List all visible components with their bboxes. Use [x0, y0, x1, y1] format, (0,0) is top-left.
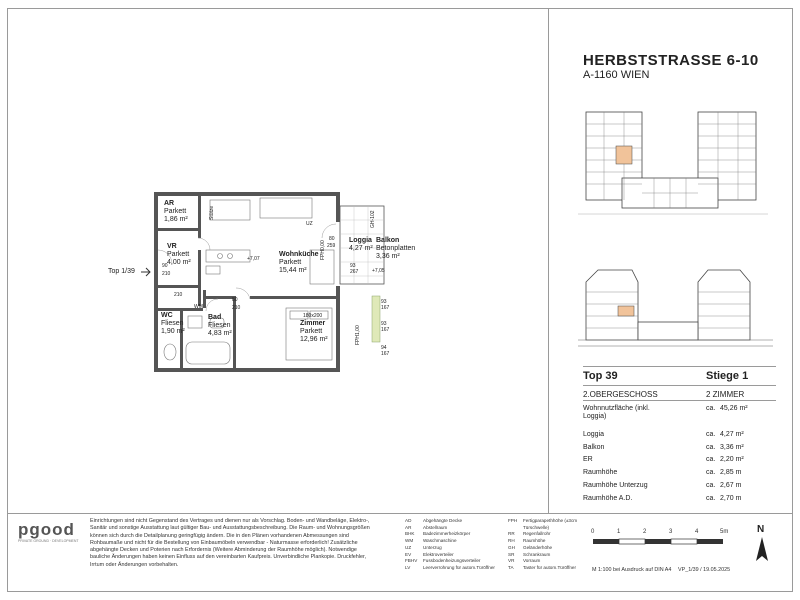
- site-plan: [578, 100, 778, 225]
- abbr-text: Raumhöhe: [523, 538, 546, 544]
- abbr-text: Unterzug: [423, 544, 442, 550]
- abbr-code: TA: [508, 564, 514, 570]
- fph-label-1: FPH0,00: [320, 240, 326, 260]
- stuetze-label: Stütze: [209, 205, 215, 220]
- room-area: 4,00 m²: [167, 259, 191, 266]
- abbr-text: Geländerhöhe: [523, 544, 553, 550]
- abbr-text: Vorraum: [523, 558, 541, 564]
- bed-size: 180x200: [303, 313, 323, 319]
- area-value: 2,85 m: [720, 469, 742, 476]
- dim-label: 167: [381, 351, 390, 357]
- area-prefix: ca.: [706, 469, 716, 476]
- wm-label: WM: [194, 304, 203, 310]
- area-prefix: ca.: [706, 431, 716, 438]
- unit-floor: 2.OBERGESCHOSS: [583, 390, 658, 399]
- top-marker: [108, 268, 135, 276]
- room-area: 1,90 m²: [161, 328, 185, 335]
- section-view: [578, 262, 778, 357]
- room-floor: Parkett: [279, 259, 302, 266]
- project-title: HERBSTSTRASSE 6-10: [583, 52, 759, 69]
- abbr-text: Waschmaschine: [423, 538, 457, 544]
- area-value: 2,20 m²: [720, 456, 744, 463]
- north-arrow-icon: [755, 537, 769, 563]
- abbr-code: FBHV: [405, 558, 418, 564]
- right-panel-divider: [548, 8, 549, 513]
- abbr-code: AD: [405, 518, 412, 523]
- unit-rooms: 2 ZIMMER: [706, 390, 745, 399]
- abbreviations-left: [405, 518, 505, 572]
- room-area: 3,36 m²: [376, 253, 400, 260]
- room-area: 12,96 m²: [300, 336, 328, 343]
- area-label: Balkon: [583, 444, 605, 451]
- room-name: Zimmer: [300, 320, 326, 327]
- unit-top-rule: [583, 366, 776, 367]
- level-mark-1: +7,07: [247, 256, 260, 262]
- area-value: 2,70 m: [720, 495, 742, 502]
- room-floor: Parkett: [164, 208, 187, 215]
- room-wohnkueche: [279, 251, 319, 275]
- abbr-code: VR: [508, 558, 515, 564]
- abbr-text: Elektroverteiler: [423, 551, 454, 557]
- room-floor: Betonplatten: [376, 245, 416, 252]
- dim-label: 210: [162, 271, 171, 277]
- top-marker-arrow: [140, 266, 152, 278]
- level-mark-2: +7,05: [372, 268, 385, 274]
- scale-tick: 0: [591, 529, 595, 535]
- room-ar: [164, 200, 188, 224]
- area-label: Raumhöhe A.D.: [583, 495, 633, 502]
- scale-tick: 5m: [720, 529, 729, 535]
- area-value: 2,67 m: [720, 482, 742, 489]
- scale-tick: 4: [695, 529, 699, 535]
- dim-label: 90: [162, 263, 168, 269]
- dim-label: 267: [350, 269, 359, 275]
- dim-label: 93: [381, 299, 387, 305]
- area-prefix: ca.: [706, 482, 716, 489]
- abbr-text: Abstellraum: [423, 524, 448, 530]
- area-value: 45,26 m²: [720, 405, 748, 412]
- room-balkon: [376, 237, 415, 261]
- room-area: 4,27 m²: [349, 245, 373, 252]
- abbr-code: FPH: [508, 518, 518, 523]
- room-area: 15,44 m²: [279, 267, 307, 274]
- abbr-text: Badezimmerheizkörper: [423, 531, 471, 537]
- area-prefix: ca.: [706, 456, 716, 463]
- scale-bar: [592, 537, 732, 547]
- room-name: Loggia: [349, 237, 372, 244]
- room-name: VR: [167, 243, 177, 250]
- room-vr: [167, 243, 191, 267]
- area-value: 3,36 m²: [720, 444, 744, 451]
- footer-divider: [7, 513, 793, 514]
- room-loggia: [349, 237, 373, 253]
- dim-label: 167: [381, 327, 390, 333]
- kitchen-counter: [206, 250, 250, 274]
- dim-label: 80: [329, 236, 335, 242]
- abbr-text: Schrankraum: [523, 551, 551, 557]
- toilet: [164, 344, 176, 360]
- legal-disclaimer: Einrichtungen sind nicht Gegenstand des Vertrages und dienen nur als Vorschlag. Boden- und Wandbeläge, Elektro-, Sanitär und sonstige Ausstattung laut gültiger Bau- und Ausstattungsbeschreibung. Die Raum- und Wohnungsgrößen können sich durch die Detailplanung geringfügig ändern. Die in den Plänen vorhandenen Abmessungen sind Rohbaumaße und nicht für die Bestellung von Einbaumöbeln verwendbar - Naturmasse erforderlich! Zusätzliche abgehängte Decken und Poterien nach Erfordernis (Weitere Abminderung der Raumhöhe möglich). Notwendige bauliche Änderungen haben keinen Einfluss auf den vereinbarten Kaufpreis. Unverbindliche Plankopie. Druckfehler, Irrtum oder Änderungen vorbehalten.: [90, 518, 370, 568]
- room-area: 1,86 m²: [164, 216, 188, 223]
- washing-machine: [188, 316, 202, 328]
- area-prefix: ca.: [706, 495, 716, 502]
- scale-tick: 1: [617, 529, 621, 535]
- unit-mid-rule: [583, 385, 776, 386]
- dim-label: 167: [381, 305, 390, 311]
- room-name: Bad: [208, 314, 222, 321]
- scale-tick: 3: [669, 529, 673, 535]
- area-label: Raumhöhe Unterzug: [583, 482, 648, 489]
- dim-label: 210: [174, 292, 183, 298]
- abbr-text: Abgehängte Decke: [423, 518, 463, 523]
- north-label: N: [757, 524, 765, 535]
- abbreviations-right: [508, 518, 588, 572]
- area-prefix: ca.: [706, 405, 716, 412]
- abbr-code: UZ: [405, 544, 412, 550]
- area-prefix: ca.: [706, 444, 716, 451]
- dim-label: 210: [232, 305, 241, 311]
- logo-text: pgood: [18, 520, 75, 539]
- area-label: ER: [583, 456, 593, 463]
- unit-stiege: Stiege 1: [706, 370, 749, 382]
- abbr-text: Regenfallrohr: [523, 531, 551, 537]
- room-wc: [161, 312, 185, 336]
- abbr-code: RH: [508, 538, 515, 544]
- unit-bottom-rule: [583, 400, 776, 401]
- abbr-text: Leerverrohrung für autom.Türöffner: [423, 564, 495, 570]
- company-logo: [18, 520, 79, 543]
- abbr-code: GH: [508, 544, 515, 550]
- abbr-code: SR: [508, 551, 515, 557]
- area-value: 4,27 m²: [720, 431, 744, 438]
- abbr-code: EV: [405, 551, 412, 557]
- logo-subtitle: PRIVATE GROUND · DEVELOPMENT: [18, 539, 79, 543]
- scale-note: M 1:100 bei Ausdruck auf DIN A4: [592, 567, 672, 573]
- bathtub: [186, 342, 230, 364]
- project-address: A-1160 WIEN: [583, 69, 650, 81]
- abbr-code: WM: [405, 538, 414, 544]
- fph-label-2: FPH1,00: [355, 325, 361, 345]
- room-name: Balkon: [376, 237, 400, 244]
- top-marker-label: Top 1/39: [108, 268, 135, 275]
- dim-label: 80: [232, 297, 238, 303]
- scale-tick: 2: [643, 529, 647, 535]
- dim-label: 93: [350, 263, 356, 269]
- cabinet: [210, 200, 250, 220]
- sofa: [260, 198, 312, 218]
- unit-top: Top 39: [583, 370, 618, 382]
- room-floor: Fliesen: [161, 320, 184, 327]
- room-bad: [208, 314, 232, 338]
- room-floor: Parkett: [300, 328, 323, 335]
- room-name: AR: [164, 200, 175, 207]
- abbr-text: Taster für autom.Türöffner: [523, 564, 577, 570]
- uz-label: UZ: [306, 221, 313, 227]
- abbr-code: AR: [405, 524, 412, 530]
- room-floor: Fliesen: [208, 322, 231, 329]
- dim-label: 94: [381, 345, 387, 351]
- abbr-text: Fussbodenheizungsverteiler: [423, 558, 481, 564]
- abbr-code: LV: [405, 564, 411, 570]
- area-label: Loggia: [583, 431, 605, 438]
- room-floor: Parkett: [167, 251, 190, 258]
- window-strip: [372, 296, 380, 342]
- dim-label: 259: [327, 243, 336, 249]
- area-label: Wohnnutzfläche (inkl. Loggia): [583, 405, 650, 420]
- room-zimmer: [300, 320, 328, 344]
- plan-reference: VP_1/39 / 19.05.2025: [678, 567, 731, 573]
- room-area: 4,83 m²: [208, 330, 232, 337]
- gh-label: GH-102: [370, 210, 376, 228]
- area-label: Raumhöhe: [583, 469, 618, 476]
- abbr-code: BHK: [405, 531, 415, 537]
- room-name: Wohnküche: [279, 251, 319, 258]
- dim-label: 93: [381, 321, 387, 327]
- abbr-text: Fertigparapethhöhe (±3cm Türschwelle): [523, 518, 578, 530]
- room-name: WC: [161, 312, 173, 319]
- abbr-code: RR: [508, 531, 515, 537]
